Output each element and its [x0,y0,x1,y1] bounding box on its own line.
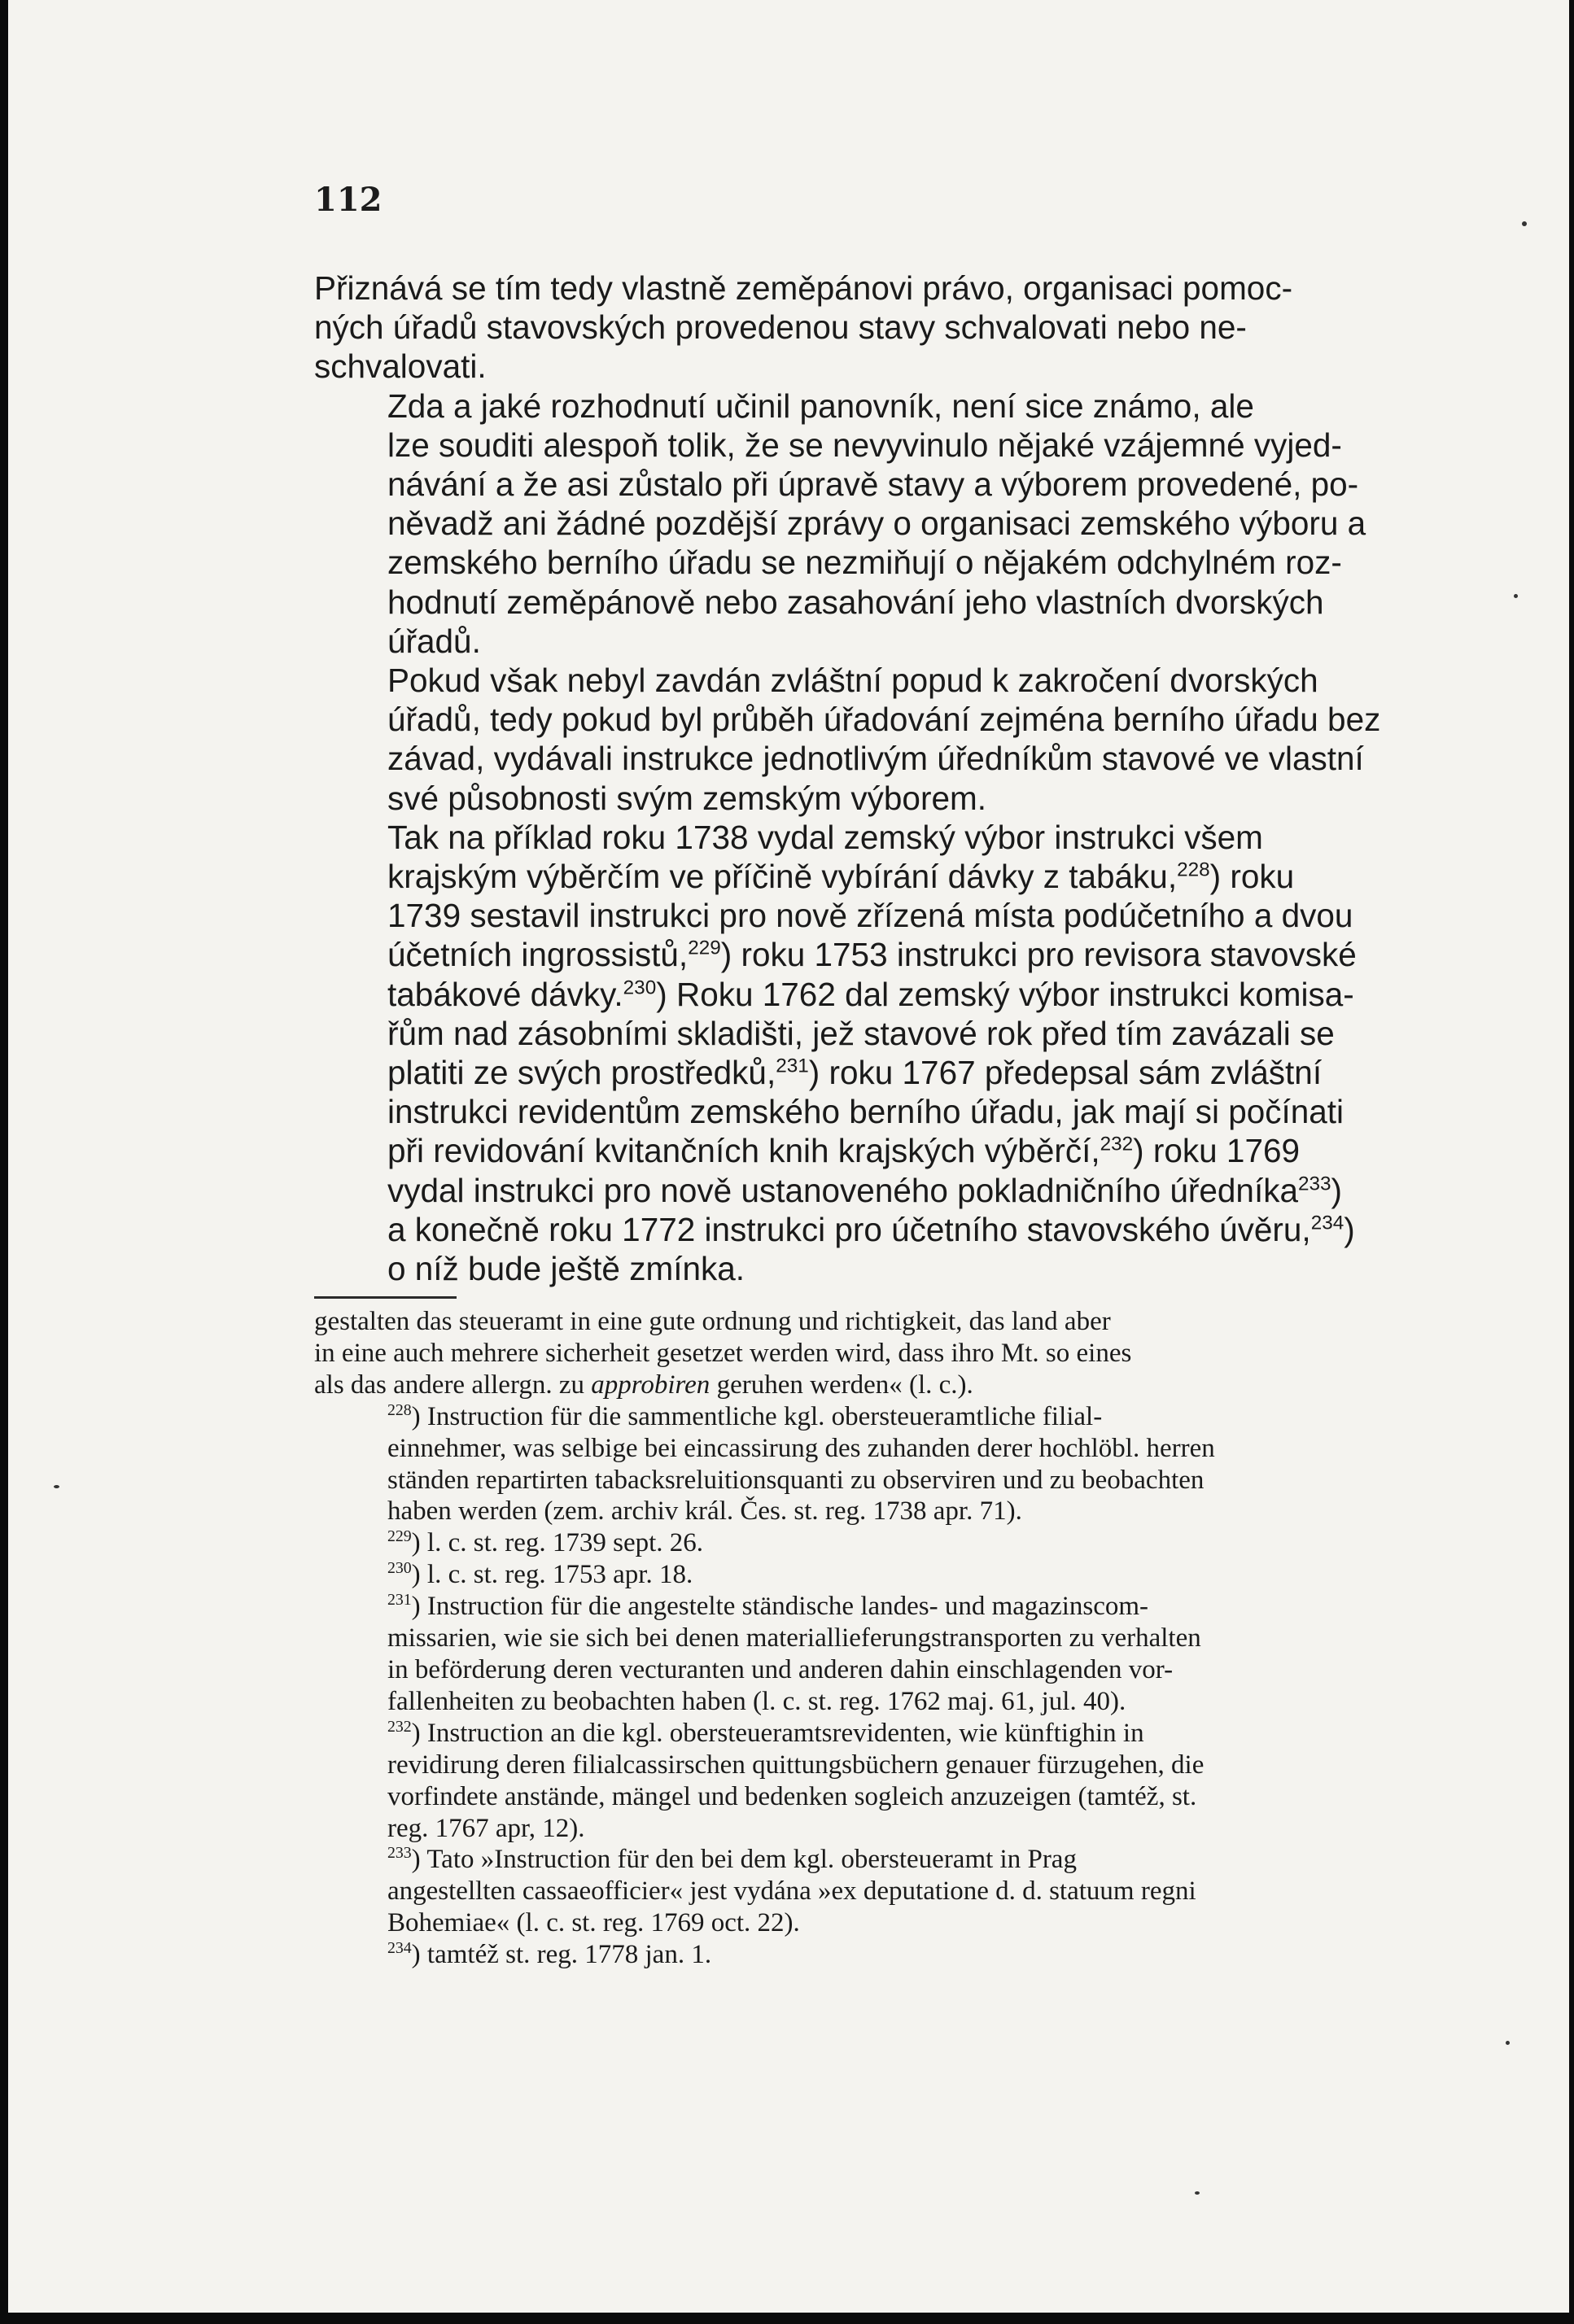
footnote-separator [314,1296,457,1299]
footnote-line: revidirung deren filialcassirschen quittungsbüchern genauer fürzugehen, die [387,1750,1205,1780]
paragraph-4 [314,818,1433,1288]
text-line: závad, vydávali instrukce jednotlivým úředníkům stavové ve vlastní [387,740,1364,778]
footnote-229: $^{229}$) l. c. st. reg. 1739 sept. 26. [387,1527,704,1558]
paragraph-3 [314,661,1433,818]
text-line: krajským výběrčím ve příčině vybírání dávky z tabáku,$^{228}$) roku [387,858,1295,896]
footnote-line: fallenheiten zu beobachten haben (l. c. st. reg. 1762 maj. 61, jul. 40). [387,1686,1126,1716]
footnote-line: in beförderung deren vecturanten und anderen dahin einschlagenden vor- [387,1654,1174,1684]
note-ref: 234 [1310,1212,1344,1234]
text-line: řům nad zásobními skladišti, jež stavové rok před tím zavázali se [387,1014,1335,1052]
footnote-line: $^{232}$) Instruction an die kgl. obersteueramtsrevidenten, wie künftighin in [387,1717,1144,1748]
footnote-232 [314,1718,1429,1845]
footnote-line: Bohemiae« (l. c. st. reg. 1769 oct. 22). [387,1908,800,1938]
text-line: účetních ingrossistů,$^{229}$) roku 1753 instrukci pro revisora stavovské [387,936,1357,974]
footnote-line: haben werden (zem. archiv král. Čes. st. reg. 1738 apr. 71). [387,1496,1022,1527]
text-line: při revidování kvitančních knih krajských výběrčí,$^{232}$) roku 1769 [387,1132,1301,1170]
footnote-continuation [314,1306,1429,1401]
scan-speck [1522,221,1527,226]
note-ref: 233 [1297,1173,1331,1195]
text-line: návání a že asi zůstalo při úpravě stavy a výborem provedené, po- [387,465,1359,504]
text-line: Tak na příklad roku 1738 vydal zemský výbor instrukci všem [387,818,1263,856]
text-line: Zda a jaké rozhodnutí učinil panovník, není sice známo, ale [387,387,1254,425]
scanned-page [8,0,1569,2313]
note-ref: 232 [1100,1133,1134,1155]
footnote-line: gestalten das steueramt in eine gute ordnung und richtigkeit, das land aber [314,1307,1111,1336]
text-line: instrukci revidentům zemského berního úřadu, jak mají si počínati [387,1093,1344,1131]
page-number: 112 [314,181,383,219]
footnote-line: reg. 1767 apr, 12). [387,1813,585,1843]
text-line: úřadů. [387,622,481,660]
footnote-230: $^{230}$) l. c. st. reg. 1753 apr. 18. [387,1559,693,1590]
scan-speck [1195,2191,1200,2195]
note-ref: 229 [688,937,721,959]
footnote-234: $^{234}$) tamtéž st. reg. 1778 jan. 1. [387,1939,712,1970]
footnote-line: ständen repartirten tabacksreluitionsquanti zu observiren und zu beobachten [387,1465,1205,1495]
note-ref: 228 [1177,858,1210,881]
note-ref: 230 [623,976,657,999]
footnote-line: vorfindete anstände, mängel und bedenken sogleich anzuzeigen (tamtéž, st. [387,1781,1197,1811]
text-line: a konečně roku 1772 instrukci pro účetního stavovského úvěru,$^{234}$) [387,1210,1355,1248]
text-line: Pokud však nebyl zavdán zvláštní popud k zakročení dvorských [387,662,1318,700]
paragraph-1 [314,269,1433,387]
text-line: lze souditi alespoň tolik, že se nevyvinulo nějaké vzájemné vyjed- [387,426,1342,464]
scan-speck [54,1485,59,1488]
text-line: 1739 sestavil instrukci pro nově zřízená místa podúčetního a dvou [387,897,1353,935]
footnote-line: missarien, wie sie sich bei denen materiallieferungstransporten zu verhalten [387,1623,1201,1653]
text-line: úřadů, tedy pokud byl průběh úřadování zejména berního úřadu bez [387,701,1381,739]
text-line: vydal instrukci pro nově ustanoveného pokladničního úředníka$^{233}$) [387,1171,1343,1209]
text-line: o níž bude ještě zmínka. [387,1250,745,1288]
footnote-line: in eine auch mehrere sicherheit gesetzet werden wird, dass ihro Mt. so eines [314,1338,1132,1368]
footnote-233 [314,1844,1429,1939]
footnote-line: einnehmer, was selbige bei eincassirung des zuhanden derer hochlöbl. herren [387,1433,1215,1463]
main-text [314,269,1433,1288]
footnote-line: $^{228}$) Instruction für die sammentliche kgl. obersteueramtliche filial- [387,1400,1103,1431]
text-line: platiti ze svých prostředků,$^{231}$) roku 1767 předepsal sám zvláštní [387,1054,1323,1092]
footnote-line: angestellten cassaeofficier« jest vydána »ex deputatione d. d. statuum regni [387,1876,1196,1907]
text-line: Přiznává se tím tedy vlastně zeměpánovi právo, organisaci pomoc- [314,269,1293,307]
text-line: schvalovati. [314,347,487,386]
footnote-line: $^{231}$) Instruction für die angestelte ständische landes- und magazinscom- [387,1591,1149,1622]
text-line: své působnosti svým zemským výborem. [387,779,986,817]
text-line: něvadž ani žádné pozdější zprávy o organisaci zemského výboru a [387,505,1366,543]
footnote-line: als das andere allergn. zu approbiren geruhen werden« (l. c.). [314,1370,973,1400]
scan-speck [1506,2041,1510,2045]
note-ref: 231 [776,1055,809,1077]
footnotes [314,1306,1429,1971]
footnote-231 [314,1591,1429,1718]
footnote-228 [314,1401,1429,1528]
text-line: hodnutí zeměpánově nebo zasahování jeho vlastních dvorských [387,583,1324,621]
text-line: zemského berního úřadu se nezmiňují o nějakém odchylném roz- [387,544,1342,582]
scan-speck [1514,594,1518,598]
text-line: tabákové dávky.$^{230}$) Roku 1762 dal zemský výbor instrukci komisa- [387,975,1354,1013]
footnote-line: $^{233}$) Tato »Instruction für den bei dem kgl. obersteueramt in Prag [387,1844,1077,1875]
paragraph-2 [314,387,1433,661]
text-line: ných úřadů stavovských provedenou stavy schvalovati nebo ne- [314,308,1247,347]
